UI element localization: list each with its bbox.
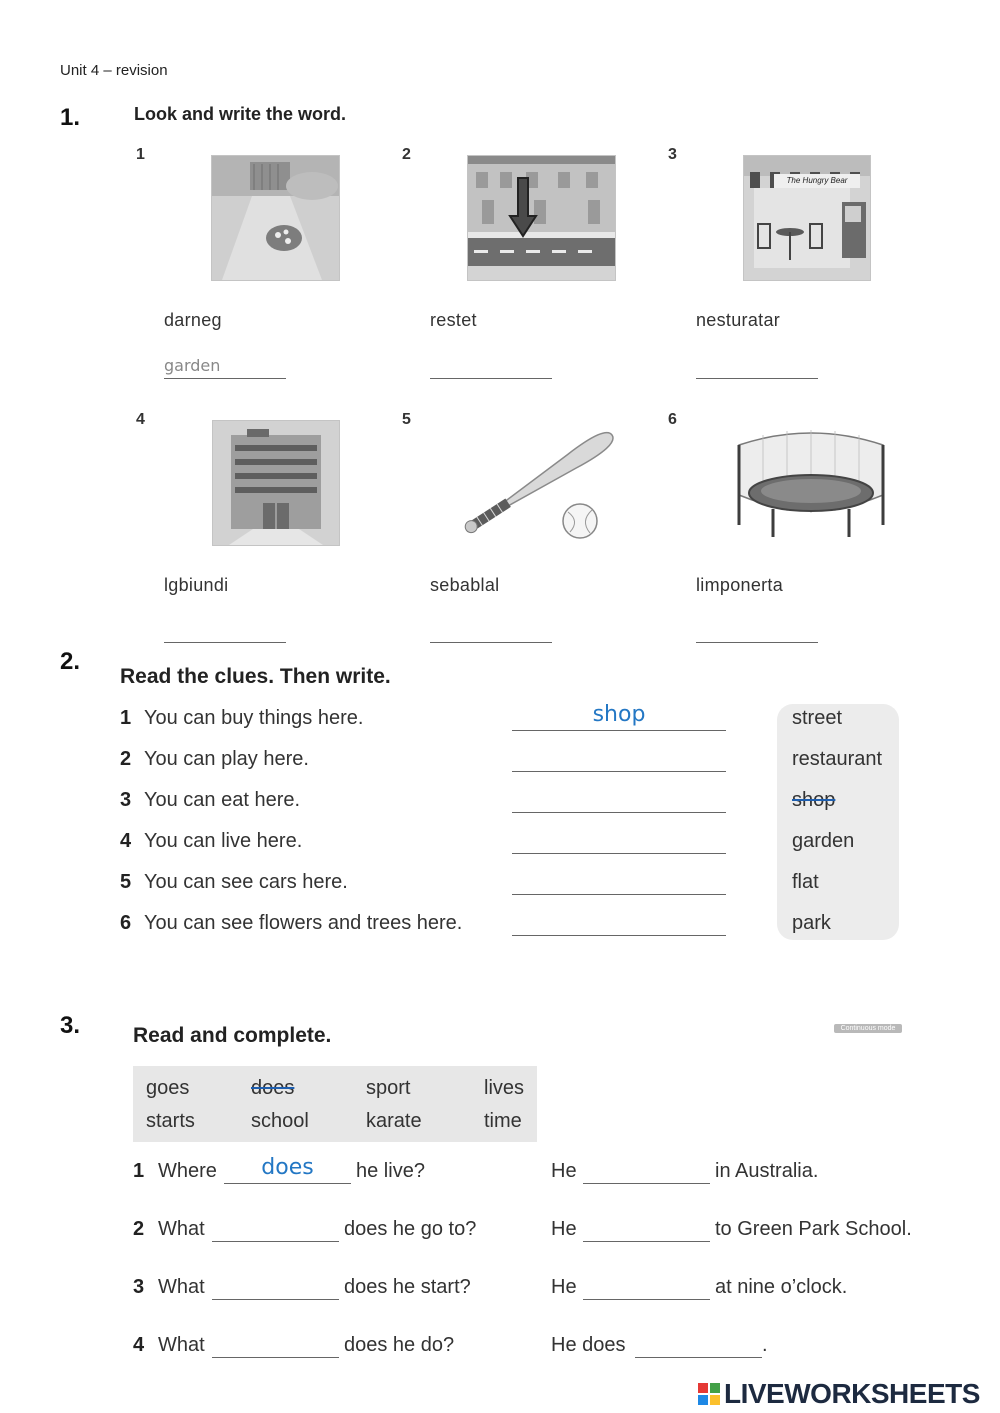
- question-text-before: What: [158, 1218, 205, 1240]
- question-row: [133, 1160, 144, 1183]
- item-number: 5: [402, 411, 411, 428]
- word-box-word-used: shop: [792, 789, 836, 811]
- answer-sentence-input[interactable]: [583, 1155, 710, 1180]
- answer-text-after: to Green Park School.: [715, 1218, 912, 1240]
- section-1-number: 1.: [60, 104, 81, 131]
- logo-text: LIVEWORKSHEETS: [724, 1378, 980, 1409]
- clue-answer-line[interactable]: [512, 702, 726, 731]
- question-answer-input[interactable]: [224, 1155, 351, 1180]
- item-number: 1: [136, 146, 145, 163]
- question-blank[interactable]: [224, 1155, 351, 1184]
- question-text-after: does he start?: [344, 1276, 471, 1298]
- scrambled-word: restet: [430, 310, 477, 330]
- clue-answer-line[interactable]: [512, 907, 726, 936]
- answer-line[interactable]: [696, 620, 818, 643]
- clue-number: 6: [120, 912, 132, 934]
- clue-answer-input[interactable]: [512, 702, 726, 727]
- question-blank[interactable]: [212, 1329, 339, 1358]
- clue-text: You can play here.: [144, 748, 309, 770]
- scrambled-word: limponerta: [696, 575, 784, 595]
- section-2-title: Read the clues. Then write.: [120, 665, 391, 688]
- answer-sentence-input[interactable]: [635, 1329, 762, 1354]
- item-number: 4: [136, 411, 145, 428]
- clue-answer-line[interactable]: [512, 825, 726, 854]
- question-text-after: does he do?: [344, 1334, 455, 1356]
- restaurant-picture: [743, 155, 871, 281]
- answer-text-after: in Australia.: [715, 1160, 819, 1182]
- garden-picture: [211, 155, 340, 281]
- liveworksheets-logo[interactable]: [698, 1378, 980, 1410]
- answer-line[interactable]: [164, 356, 286, 379]
- answer-line[interactable]: [164, 620, 286, 643]
- answer-input[interactable]: [430, 356, 552, 375]
- clue-text: You can see flowers and trees here.: [144, 912, 463, 934]
- logo-icon: [698, 1383, 720, 1405]
- item-number: 3: [668, 146, 677, 163]
- answer-text-before: He does: [551, 1334, 626, 1356]
- answer-text-before: He: [551, 1218, 577, 1240]
- grid-word: goes: [146, 1077, 190, 1099]
- question-text-before: Where: [158, 1160, 217, 1182]
- answer-input[interactable]: [696, 620, 818, 639]
- question-number: 2: [133, 1218, 145, 1240]
- unit-title: Unit 4 – revision: [60, 62, 168, 79]
- answer-blank[interactable]: [583, 1213, 710, 1242]
- scrambled-word: darneg: [164, 310, 222, 330]
- question-text-after: he live?: [356, 1160, 425, 1182]
- word-box-word: restaurant: [792, 748, 883, 770]
- question-number: 1: [133, 1160, 145, 1182]
- answer-line[interactable]: [430, 620, 552, 643]
- scrambled-word: lgbiundi: [164, 575, 229, 595]
- clue-text: You can see cars here.: [144, 871, 348, 893]
- answer-line[interactable]: [696, 356, 818, 379]
- section-3-number: 3.: [60, 1012, 81, 1039]
- continuous-mode-button[interactable]: Continuous mode: [834, 1024, 902, 1033]
- clue-answer-input[interactable]: [512, 784, 726, 809]
- clue-answer-input[interactable]: [512, 866, 726, 891]
- answer-blank[interactable]: [583, 1271, 710, 1300]
- answer-text-after: .: [762, 1334, 768, 1356]
- answer-input[interactable]: [164, 356, 286, 375]
- answer-sentence-input[interactable]: [583, 1213, 710, 1238]
- question-answer-input[interactable]: [212, 1213, 339, 1238]
- item-number: 2: [402, 146, 411, 163]
- question-row: [133, 1276, 144, 1299]
- clue-row: [120, 830, 302, 853]
- item-number: 6: [668, 411, 677, 428]
- clue-row: [120, 748, 309, 771]
- restaurant-sign: The Hungry Bear: [774, 174, 860, 188]
- grid-word: lives: [484, 1077, 525, 1099]
- clue-number: 3: [120, 789, 132, 811]
- question-blank[interactable]: [212, 1213, 339, 1242]
- question-number: 4: [133, 1334, 145, 1356]
- street-picture: [467, 155, 616, 281]
- clue-answer-line[interactable]: [512, 866, 726, 895]
- section-2-number: 2.: [60, 648, 81, 675]
- section-1-title: Look and write the word.: [134, 104, 347, 124]
- word-box-word: garden: [792, 830, 855, 852]
- answer-input[interactable]: [430, 620, 552, 639]
- question-text-before: What: [158, 1276, 205, 1298]
- word-box: [777, 704, 899, 940]
- grid-word: starts: [146, 1110, 195, 1132]
- answer-input[interactable]: [696, 356, 818, 375]
- clue-number: 2: [120, 748, 132, 770]
- baseball-picture: [448, 420, 632, 544]
- answer-line[interactable]: [430, 356, 552, 379]
- clue-row: [120, 912, 462, 935]
- question-row: [133, 1334, 144, 1357]
- word-box-word: park: [792, 912, 831, 934]
- clue-text: You can buy things here.: [144, 707, 364, 729]
- answer-text-before: He: [551, 1160, 577, 1182]
- clue-row: [120, 789, 300, 812]
- clue-answer-input[interactable]: [512, 907, 726, 932]
- answer-text-after: at nine o’clock.: [715, 1276, 848, 1298]
- grid-word: karate: [366, 1110, 422, 1132]
- answer-input[interactable]: [164, 620, 286, 639]
- question-number: 3: [133, 1276, 145, 1298]
- answer-blank[interactable]: [635, 1329, 762, 1358]
- scrambled-word: sebablal: [430, 575, 500, 595]
- question-text-before: What: [158, 1334, 205, 1356]
- question-text-after: does he go to?: [344, 1218, 477, 1240]
- section-3-title: Read and complete.: [133, 1024, 332, 1047]
- grid-word-used: does: [251, 1077, 295, 1099]
- clue-number: 1: [120, 707, 132, 729]
- question-row: [133, 1218, 144, 1241]
- grid-word: school: [251, 1110, 309, 1132]
- word-box-word: flat: [792, 871, 819, 893]
- clue-row: [120, 871, 348, 894]
- clue-answer-input[interactable]: [512, 743, 726, 768]
- clue-text: You can live here.: [144, 830, 303, 852]
- question-answer-input[interactable]: [212, 1329, 339, 1354]
- scrambled-word: nesturatar: [696, 310, 781, 330]
- clue-number: 5: [120, 871, 132, 893]
- answer-blank[interactable]: [583, 1155, 710, 1184]
- clue-text: You can eat here.: [144, 789, 301, 811]
- question-answer-input[interactable]: [212, 1271, 339, 1296]
- clue-number: 4: [120, 830, 132, 852]
- question-blank[interactable]: [212, 1271, 339, 1300]
- building-picture: [212, 420, 340, 546]
- clue-row: [120, 707, 363, 730]
- trampoline-picture: [733, 425, 889, 543]
- word-box-word: street: [792, 707, 843, 729]
- answer-text-before: He: [551, 1276, 577, 1298]
- clue-answer-line[interactable]: [512, 743, 726, 772]
- clue-answer-line[interactable]: [512, 784, 726, 813]
- clue-answer-input[interactable]: [512, 825, 726, 850]
- grid-word: sport: [366, 1077, 411, 1099]
- answer-sentence-input[interactable]: [583, 1271, 710, 1296]
- grid-word: time: [484, 1110, 522, 1132]
